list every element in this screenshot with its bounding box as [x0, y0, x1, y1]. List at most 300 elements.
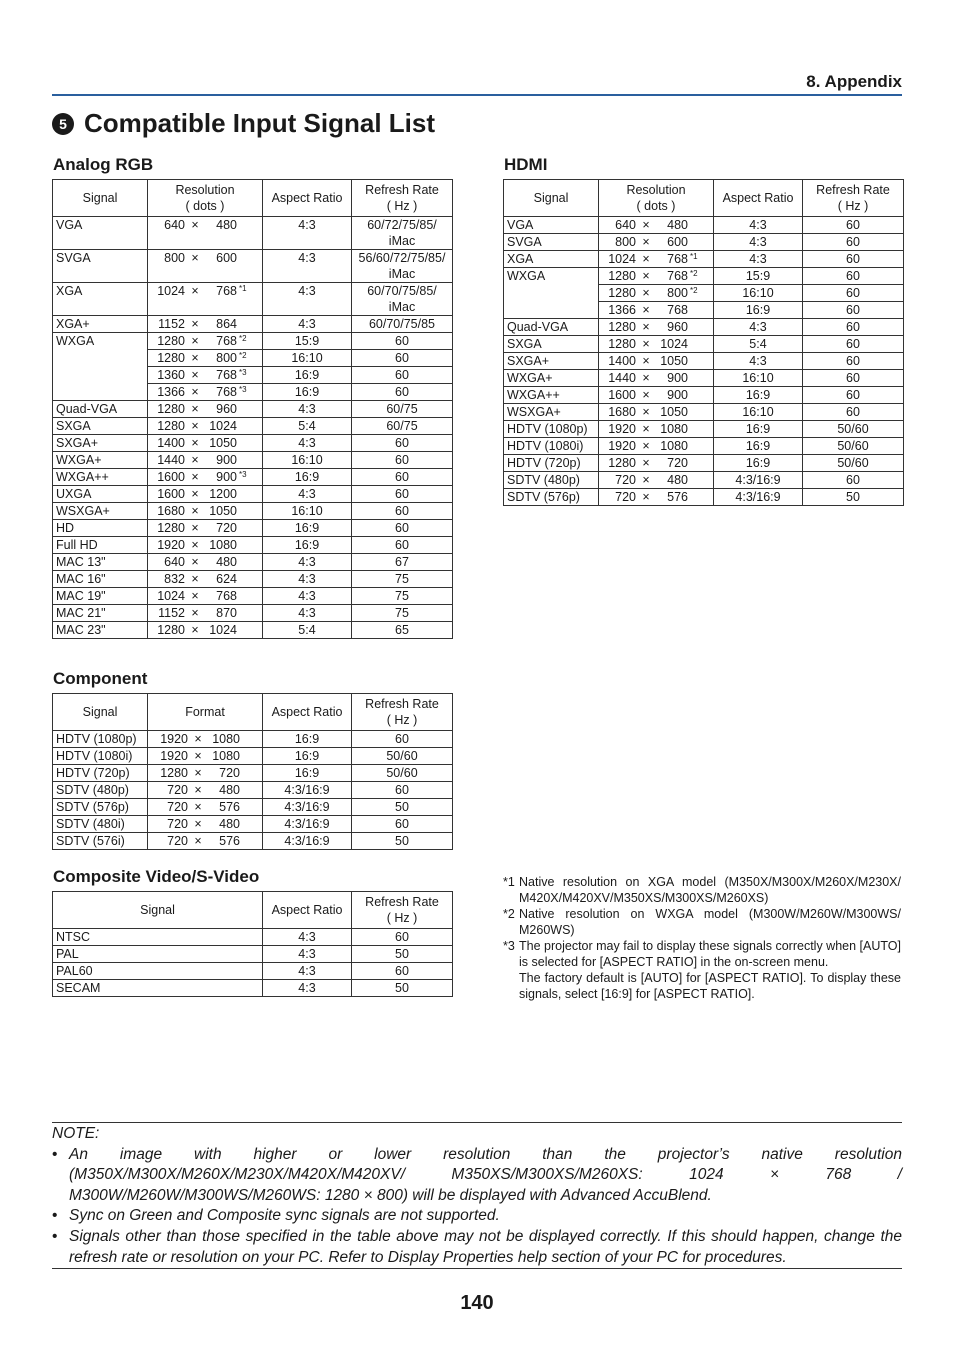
resolution-value — [148, 503, 262, 519]
resolution-cell — [148, 571, 263, 588]
signal-cell: Quad-VGA — [53, 401, 148, 418]
times-icon: × — [191, 538, 199, 552]
resolution-value — [599, 404, 713, 420]
aspect-ratio-cell: 16:9 — [714, 421, 803, 438]
height-value: 1024 — [209, 419, 237, 433]
resolution-value — [148, 452, 262, 468]
footnote-key: *3 — [503, 939, 515, 953]
refresh-rate-cell: 60 — [803, 251, 904, 268]
table-row — [53, 622, 453, 639]
table-row — [53, 333, 453, 350]
format-cell — [148, 782, 263, 799]
height-value: 1050 — [660, 354, 688, 368]
footnote-mark — [237, 401, 251, 417]
times-icon: × — [191, 334, 199, 348]
signal-cell: Quad-VGA — [504, 319, 599, 336]
aspect-ratio-cell: 16:10 — [263, 503, 352, 520]
resolution-value — [599, 319, 713, 335]
signal-cell: WSXGA+ — [504, 404, 599, 421]
footnote-mark — [237, 537, 251, 553]
signal-cell: SVGA — [53, 250, 148, 283]
footnote-mark — [688, 489, 702, 505]
width-value: 1280 — [608, 286, 636, 300]
table-row — [53, 963, 453, 980]
resolution-value — [599, 285, 713, 301]
header-signal: Signal — [53, 180, 148, 217]
resolution-cell — [148, 418, 263, 435]
table-row — [504, 319, 904, 336]
signal-cell: SDTV (576p) — [53, 799, 148, 816]
resolution-value — [599, 251, 713, 267]
height-value: 900 — [667, 371, 688, 385]
signal-cell: Full HD — [53, 537, 148, 554]
height-value: 768 — [667, 303, 688, 317]
width-value: 1152 — [158, 606, 185, 620]
resolution-value — [599, 353, 713, 369]
signal-cell: SDTV (576p) — [504, 489, 599, 506]
signal-cell: WXGA — [504, 268, 599, 319]
resolution-cell — [599, 438, 714, 455]
table-row — [53, 520, 453, 537]
refresh-rate-cell: 56/60/72/75/85/ iMac — [352, 250, 453, 283]
resolution-cell — [599, 370, 714, 387]
refresh-rate-cell: 60 — [352, 537, 453, 554]
table-row — [504, 268, 904, 285]
refresh-rate-cell: 60 — [803, 234, 904, 251]
height-value: 1200 — [209, 487, 237, 501]
height-value: 768 — [667, 269, 688, 283]
composite-label: Composite Video/S-Video — [53, 867, 260, 886]
format-value — [148, 816, 262, 832]
width-value: 1920 — [608, 422, 636, 436]
note-heading: NOTE: — [52, 1125, 100, 1142]
table-row — [504, 489, 904, 506]
resolution-cell — [599, 319, 714, 336]
resolution-value — [148, 316, 262, 332]
signal-cell: SDTV (480i) — [53, 816, 148, 833]
resolution-cell — [148, 452, 263, 469]
signal-cell: SDTV (480p) — [504, 472, 599, 489]
resolution-cell — [599, 285, 714, 302]
table-row — [53, 765, 453, 782]
width-value: 1280 — [608, 269, 636, 283]
resolution-value — [148, 622, 262, 638]
height-value: 768 — [667, 252, 688, 266]
refresh-rate-cell: 60 — [352, 520, 453, 537]
resolution-value — [599, 489, 713, 505]
aspect-ratio-cell: 4:3 — [263, 963, 352, 980]
resolution-value — [148, 401, 262, 417]
times-icon: × — [642, 490, 650, 504]
refresh-rate-cell: 60 — [352, 963, 453, 980]
times-icon: × — [194, 766, 202, 780]
height-value: 864 — [216, 317, 237, 331]
table-row — [53, 799, 453, 816]
signal-cell: HDTV (1080i) — [53, 748, 148, 765]
times-icon: × — [191, 351, 199, 365]
refresh-rate-cell: 60 — [803, 217, 904, 234]
aspect-ratio-cell: 4:3 — [714, 319, 803, 336]
aspect-ratio-cell: 5:4 — [263, 622, 352, 639]
footnote-mark: *1 — [239, 284, 247, 293]
header-aspect-ratio: Aspect Ratio — [714, 180, 803, 217]
signal-cell: SXGA — [53, 418, 148, 435]
times-icon: × — [642, 439, 650, 453]
width-value: 1280 — [608, 337, 636, 351]
aspect-ratio-cell: 16:10 — [714, 370, 803, 387]
footnote-key: *1 — [503, 875, 515, 889]
note-bottom-rule — [52, 1268, 902, 1269]
height-value: 768 — [216, 589, 237, 603]
refresh-rate-cell: 60 — [803, 336, 904, 353]
aspect-ratio-cell: 16:9 — [714, 302, 803, 319]
width-value: 1920 — [157, 538, 185, 552]
height-value: 1024 — [660, 337, 688, 351]
footnote-mark — [237, 554, 251, 570]
signal-cell: MAC 21" — [53, 605, 148, 622]
resolution-cell — [148, 250, 263, 283]
aspect-ratio-cell: 15:9 — [714, 268, 803, 285]
resolution-value — [148, 418, 262, 434]
times-icon: × — [191, 284, 199, 298]
refresh-rate-cell: 50 — [803, 489, 904, 506]
signal-cell: VGA — [53, 217, 148, 250]
refresh-rate-cell: 60 — [803, 268, 904, 285]
footnote-mark — [688, 472, 702, 488]
refresh-rate-cell: 60 — [803, 285, 904, 302]
height-value: 768 — [216, 385, 237, 399]
note-bullet — [52, 1227, 902, 1268]
table-row — [53, 316, 453, 333]
signal-cell: SVGA — [504, 234, 599, 251]
times-icon: × — [194, 783, 202, 797]
hdmi-table — [503, 179, 904, 506]
resolution-value — [148, 537, 262, 553]
height-value: 480 — [216, 218, 237, 232]
width-value: 1600 — [608, 388, 636, 402]
times-icon: × — [191, 606, 199, 620]
times-icon: × — [642, 354, 650, 368]
times-icon: × — [191, 317, 199, 331]
width-value: 720 — [167, 817, 188, 831]
refresh-rate-cell: 60 — [352, 384, 453, 401]
table-row — [53, 571, 453, 588]
times-icon: × — [642, 286, 650, 300]
table-row — [504, 438, 904, 455]
resolution-value — [599, 421, 713, 437]
aspect-ratio-cell: 4:3 — [263, 486, 352, 503]
footnote-mark — [237, 418, 251, 434]
resolution-value — [599, 455, 713, 471]
times-icon: × — [642, 337, 650, 351]
resolution-cell — [148, 554, 263, 571]
refresh-rate-cell: 60 — [352, 469, 453, 486]
header-refresh-rate: Refresh Rate ( Hz ) — [352, 892, 453, 929]
width-value: 640 — [615, 218, 636, 232]
resolution-cell — [599, 455, 714, 472]
resolution-value — [148, 469, 262, 485]
resolution-cell — [599, 489, 714, 506]
footnote-key — [503, 970, 519, 1002]
width-value: 1440 — [608, 371, 636, 385]
refresh-rate-cell: 60/70/75/85 — [352, 316, 453, 333]
aspect-ratio-cell: 4:3 — [263, 946, 352, 963]
table-row — [53, 435, 453, 452]
resolution-cell — [148, 367, 263, 384]
aspect-ratio-cell: 16:9 — [263, 469, 352, 486]
format-cell — [148, 748, 263, 765]
footnote-mark — [237, 588, 251, 604]
width-value: 1360 — [157, 368, 185, 382]
aspect-ratio-cell: 16:9 — [263, 384, 352, 401]
refresh-rate-cell: 60 — [352, 486, 453, 503]
times-icon: × — [191, 589, 199, 603]
times-icon: × — [642, 218, 650, 232]
format-cell — [148, 731, 263, 748]
times-icon: × — [642, 388, 650, 402]
format-value — [148, 748, 262, 764]
width-value: 720 — [615, 473, 636, 487]
refresh-rate-cell: 60 — [352, 333, 453, 350]
width-value: 640 — [164, 555, 185, 569]
resolution-cell — [599, 421, 714, 438]
table-row — [504, 370, 904, 387]
page-title: Compatible Input Signal List — [84, 108, 435, 138]
width-value: 1024 — [157, 589, 185, 603]
footnote-mark — [688, 319, 702, 335]
resolution-cell — [599, 353, 714, 370]
times-icon: × — [194, 749, 202, 763]
aspect-ratio-cell: 16:9 — [714, 387, 803, 404]
table-row — [53, 418, 453, 435]
height-value: 480 — [219, 783, 240, 797]
footnote-mark — [688, 302, 702, 318]
refresh-rate-cell: 60 — [803, 370, 904, 387]
signal-cell: WXGA — [53, 333, 148, 401]
height-value: 900 — [216, 470, 237, 484]
footnotes — [503, 874, 901, 1002]
signal-cell: HDTV (1080p) — [504, 421, 599, 438]
width-value: 1400 — [608, 354, 636, 368]
signal-cell: HDTV (720p) — [53, 765, 148, 782]
aspect-ratio-cell: 15:9 — [263, 333, 352, 350]
times-icon: × — [194, 834, 202, 848]
refresh-rate-cell: 60/75 — [352, 401, 453, 418]
refresh-rate-cell: 60 — [352, 452, 453, 469]
header-resolution: Resolution ( dots ) — [148, 180, 263, 217]
signal-cell: SXGA+ — [53, 435, 148, 452]
times-icon: × — [194, 817, 202, 831]
resolution-value — [599, 268, 713, 284]
note-bullet — [52, 1145, 902, 1207]
resolution-value — [148, 435, 262, 451]
hdmi-label: HDMI — [504, 155, 548, 174]
height-value: 480 — [667, 473, 688, 487]
times-icon: × — [191, 555, 199, 569]
times-icon: × — [191, 470, 199, 484]
resolution-cell — [148, 435, 263, 452]
aspect-ratio-cell: 4:3/16:9 — [263, 782, 352, 799]
aspect-ratio-cell: 4:3 — [263, 283, 352, 316]
times-icon: × — [642, 269, 650, 283]
width-value: 1680 — [157, 504, 185, 518]
resolution-value — [148, 605, 262, 621]
aspect-ratio-cell: 4:3/16:9 — [263, 799, 352, 816]
signal-cell: MAC 16" — [53, 571, 148, 588]
table-row — [53, 946, 453, 963]
signal-cell: HDTV (720p) — [504, 455, 599, 472]
footnote — [503, 938, 901, 970]
footnote-mark — [688, 455, 702, 471]
aspect-ratio-cell: 4:3 — [714, 217, 803, 234]
resolution-cell — [148, 333, 263, 350]
signal-cell: WXGA++ — [53, 469, 148, 486]
aspect-ratio-cell: 4:3 — [263, 401, 352, 418]
table-row — [504, 472, 904, 489]
footnote-text: The projector may fail to display these signals correctly when [AUTO] is selected for [ASPECT RATIO] in the on-screen menu. — [519, 939, 901, 969]
height-value: 900 — [216, 453, 237, 467]
height-value: 576 — [219, 834, 240, 848]
section-number-badge: 5 — [52, 113, 74, 135]
height-value: 1080 — [660, 439, 688, 453]
refresh-rate-cell: 60/75 — [352, 418, 453, 435]
resolution-value — [148, 486, 262, 502]
width-value: 1920 — [160, 732, 188, 746]
height-value: 600 — [216, 251, 237, 265]
aspect-ratio-cell: 16:9 — [714, 438, 803, 455]
width-value: 1920 — [160, 749, 188, 763]
header-signal: Signal — [53, 694, 148, 731]
resolution-value — [599, 438, 713, 454]
height-value: 768 — [216, 284, 237, 298]
aspect-ratio-cell: 4:3 — [263, 217, 352, 250]
note-text: Signals other than those specified in the table above may not be displayed correctly. If this should happen, change the refresh rate or resolution on your PC. Refer to Display Properties help section of your PC for procedures. — [69, 1227, 902, 1266]
resolution-value — [599, 217, 713, 233]
signal-cell: SXGA+ — [504, 353, 599, 370]
signal-cell: WXGA+ — [53, 452, 148, 469]
resolution-value — [148, 250, 262, 266]
width-value: 1152 — [158, 317, 185, 331]
resolution-cell — [599, 234, 714, 251]
width-value: 640 — [164, 218, 185, 232]
refresh-rate-cell: 67 — [352, 554, 453, 571]
times-icon: × — [642, 371, 650, 385]
width-value: 720 — [167, 834, 188, 848]
refresh-rate-cell: 50 — [352, 946, 453, 963]
footnote-mark — [237, 316, 251, 332]
height-value: 900 — [667, 388, 688, 402]
bullet-icon: • — [52, 1207, 58, 1225]
footnote-mark — [688, 217, 702, 233]
signal-cell: SECAM — [53, 980, 263, 997]
resolution-cell — [599, 302, 714, 319]
height-value: 600 — [667, 235, 688, 249]
footnote-mark: *2 — [239, 334, 247, 343]
signal-cell: MAC 13" — [53, 554, 148, 571]
table-row — [504, 217, 904, 234]
composite-table — [52, 891, 453, 997]
footnote — [503, 906, 901, 938]
height-value: 1080 — [209, 538, 237, 552]
height-value: 1080 — [660, 422, 688, 436]
footnote-mark — [237, 452, 251, 468]
width-value: 800 — [164, 251, 185, 265]
format-cell — [148, 816, 263, 833]
format-cell — [148, 765, 263, 782]
resolution-cell — [148, 537, 263, 554]
footnote-mark — [237, 250, 251, 266]
table-row — [53, 217, 453, 250]
footnote-mark — [237, 520, 251, 536]
refresh-rate-cell: 60 — [803, 319, 904, 336]
height-value: 870 — [216, 606, 237, 620]
times-icon: × — [191, 487, 199, 501]
table-row — [53, 452, 453, 469]
width-value: 720 — [615, 490, 636, 504]
aspect-ratio-cell: 4:3/16:9 — [263, 816, 352, 833]
resolution-value — [148, 217, 262, 233]
aspect-ratio-cell: 16:10 — [714, 404, 803, 421]
width-value: 1280 — [160, 766, 188, 780]
times-icon: × — [642, 235, 650, 249]
table-row — [504, 336, 904, 353]
aspect-ratio-cell: 4:3/16:9 — [263, 833, 352, 850]
aspect-ratio-cell: 4:3 — [263, 980, 352, 997]
times-icon: × — [642, 252, 650, 266]
footnote-mark — [237, 435, 251, 451]
footnote-mark: *2 — [690, 269, 698, 278]
width-value: 1400 — [157, 436, 185, 450]
refresh-rate-cell: 60/72/75/85/ iMac — [352, 217, 453, 250]
analog-rgb-table — [52, 179, 453, 639]
footnote-mark — [688, 353, 702, 369]
refresh-rate-cell: 65 — [352, 622, 453, 639]
footnote-key: *2 — [503, 907, 515, 921]
aspect-ratio-cell: 5:4 — [263, 418, 352, 435]
times-icon: × — [191, 572, 199, 586]
refresh-rate-cell: 60/70/75/85/ iMac — [352, 283, 453, 316]
refresh-rate-cell: 50/60 — [352, 748, 453, 765]
header-refresh-rate: Refresh Rate ( Hz ) — [352, 694, 453, 731]
resolution-cell — [599, 251, 714, 268]
aspect-ratio-cell: 4:3 — [714, 353, 803, 370]
signal-cell: WXGA++ — [504, 387, 599, 404]
header-refresh-rate: Refresh Rate ( Hz ) — [352, 180, 453, 217]
refresh-rate-cell: 50 — [352, 799, 453, 816]
footnote-mark — [688, 234, 702, 250]
width-value: 720 — [167, 800, 188, 814]
resolution-value — [148, 367, 262, 383]
note-text: Sync on Green and Composite sync signals are not supported. — [69, 1207, 500, 1225]
resolution-cell — [148, 384, 263, 401]
width-value: 1280 — [157, 521, 185, 535]
resolution-value — [599, 370, 713, 386]
refresh-rate-cell: 75 — [352, 605, 453, 622]
resolution-cell — [148, 486, 263, 503]
table-row — [53, 283, 453, 316]
resolution-cell — [148, 503, 263, 520]
width-value: 1280 — [157, 419, 185, 433]
format-value — [148, 782, 262, 798]
aspect-ratio-cell: 16:9 — [263, 520, 352, 537]
refresh-rate-cell: 50/60 — [803, 455, 904, 472]
aspect-ratio-cell: 5:4 — [714, 336, 803, 353]
times-icon: × — [642, 405, 650, 419]
bullet-icon: • — [52, 1145, 58, 1163]
times-icon: × — [191, 402, 199, 416]
times-icon: × — [191, 385, 199, 399]
resolution-cell — [599, 336, 714, 353]
